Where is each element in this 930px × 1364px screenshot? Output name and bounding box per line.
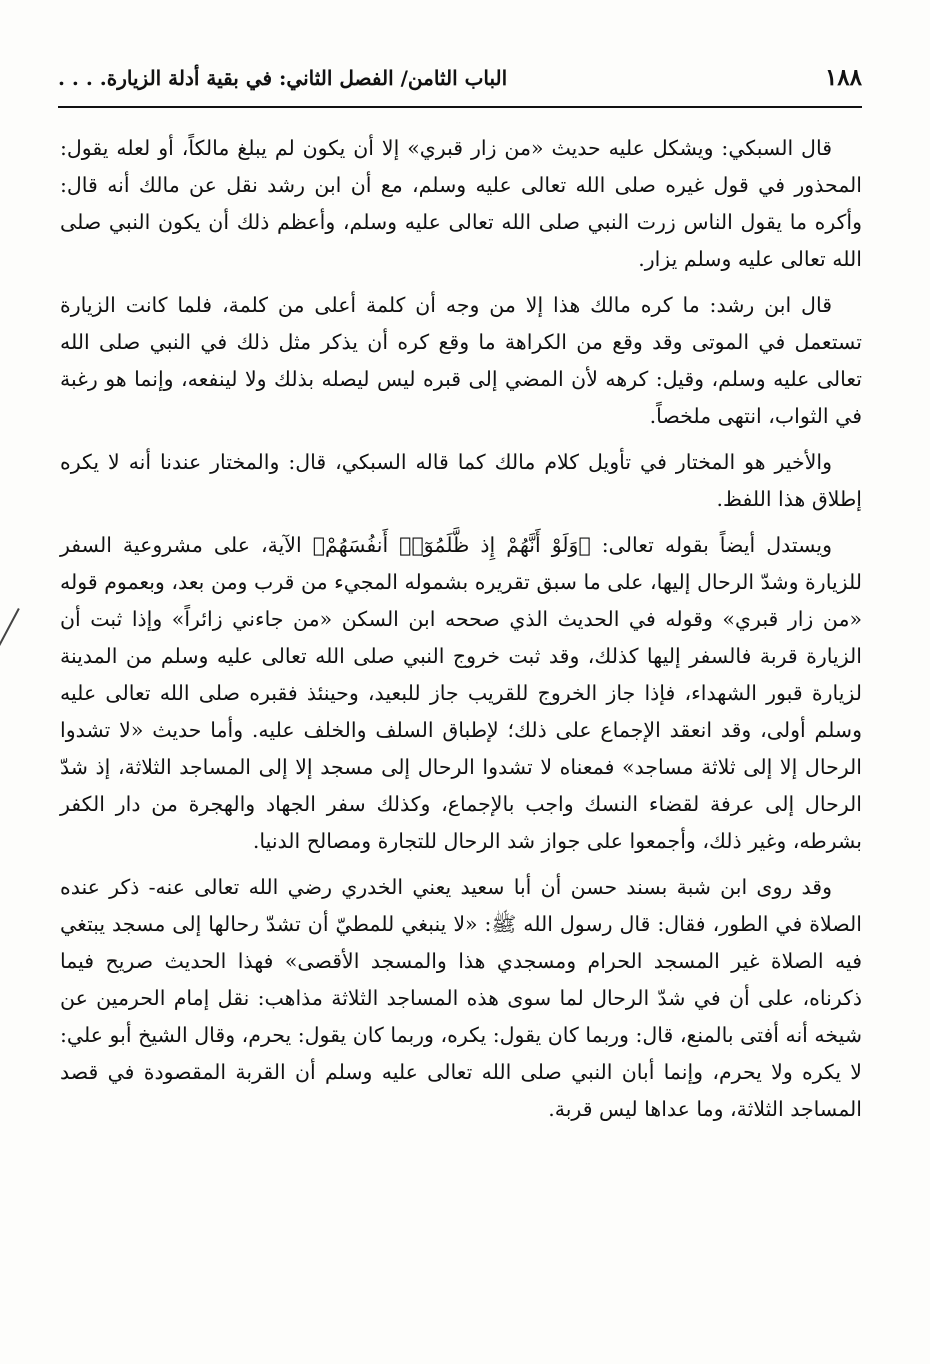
page-header <box>58 56 862 108</box>
paragraph-travel-evidence: ويستدل أيضاً بقوله تعالى: ﴿وَلَوْ أَنَّهُمْ إِذ ظَّلَمُوٓا۟ أَنفُسَهُمْ﴾ الآية، على مشروعية السفر للزيارة وشدّ الرحال إليها، على ما سبق تقريره بشموله المجيء من قرب ومن بعد، وبعموم قوله «من زار قبري» وقوله في الحديث الذي صححه ابن السكن «من جاءني زائراً» وإذا ثبت أن الزيارة قربة فالسفر إليها كذلك، وقد ثبت خروج النبي صلى الله تعالى عليه وسلم من المدينة لزيارة قبور الشهداء، فإذا جاز الخروج للقريب جاز للبعيد، وحينئذ فقبره صلى الله تعالى عليه وسلم أولى، وقد انعقد الإجماع على ذلك؛ لإطباق السلف والخلف عليه. وأما حديث «لا تشدوا الرحال إلا إلى ثلاثة مساجد» فمعناه لا تشدوا الرحال إلى مسجد إلا إلى المساجد الثلاثة، إذ شدّ الرحال إلى عرفة لقضاء النسك واجب بالإجماع، وكذلك سفر الجهاد والهجرة من دار الكفر بشرطه، وغير ذلك، وأجمعوا على جواز شد الرحال للتجارة ومصالح الدنيا. <box>60 533 862 853</box>
body-text <box>60 130 862 1137</box>
page-number: ١٨٨ <box>824 64 862 91</box>
paragraph-ibn-shabba: وقد روى ابن شبة بسند حسن أن أبا سعيد يعني الخدري رضي الله تعالى عنه- ذكر عنده الصلاة في الطور، فقال: قال رسول الله ﷺ: «لا ينبغي للمطيّ أن تشدّ رحالها إلى مسجد يبتغي فيه الصلاة غير المسجد الحرام ومسجدي هذا والمسجد الأقصى» فهذا الحديث صريح فيما ذكرناه، على أن في شدّ الرحال لما سوى هذه المساجد الثلاثة مذاهب: نقل إمام الحرمين عن شيخه أنه أفتى بالمنع، قال: وربما كان يقول: يكره، وربما كان يقول: يحرم، وقال الشيخ أبو علي: لا يكره ولا يحرم، وإنما أبان النبي صلى الله تعالى عليه وسلم أن القربة المقصودة في قصد المساجد الثلاثة، وما عداها ليس قربة. <box>60 875 862 1121</box>
paragraph-preferred-view: والأخير هو المختار في تأويل كلام مالك كما قاله السبكي، قال: والمختار عندنا أنه لا يكره إطلاق هذا اللفظ. <box>60 450 862 511</box>
paragraph-ibn-rushd: قال ابن رشد: ما كره مالك هذا إلا من وجه أن كلمة أعلى من كلمة، فلما كانت الزيارة تستعمل في الموتى وقد وقع من الكراهة ما وقع كره أن يذكر مثل ذلك في النبي صلى الله تعالى عليه وسلم، وقيل: كرهه لأن المضي إلى قبره ليس ليصله بذلك ولا لينفعه، وإنما هو رغبة في الثواب، انتهى ملخصاً. <box>60 293 862 428</box>
paragraph-subki: قال السبكي: ويشكل عليه حديث «من زار قبري» إلا أن يكون لم يبلغ مالكاً، أو لعله يقول: المحذور في قول غيره صلى الله تعالى عليه وسلم، مع أن ابن رشد نقل عن مالك أنه قال: وأكره ما يقول الناس زرت النبي صلى الله تعالى عليه وسلم، وأعظم ذلك أن يكون النبي صلى الله تعالى عليه وسلم يزار. <box>60 136 862 271</box>
margin-pen-mark <box>0 608 20 648</box>
running-title: الباب الثامن/ الفصل الثاني: في بقية أدلة الزيارة. . . . <box>58 66 508 90</box>
